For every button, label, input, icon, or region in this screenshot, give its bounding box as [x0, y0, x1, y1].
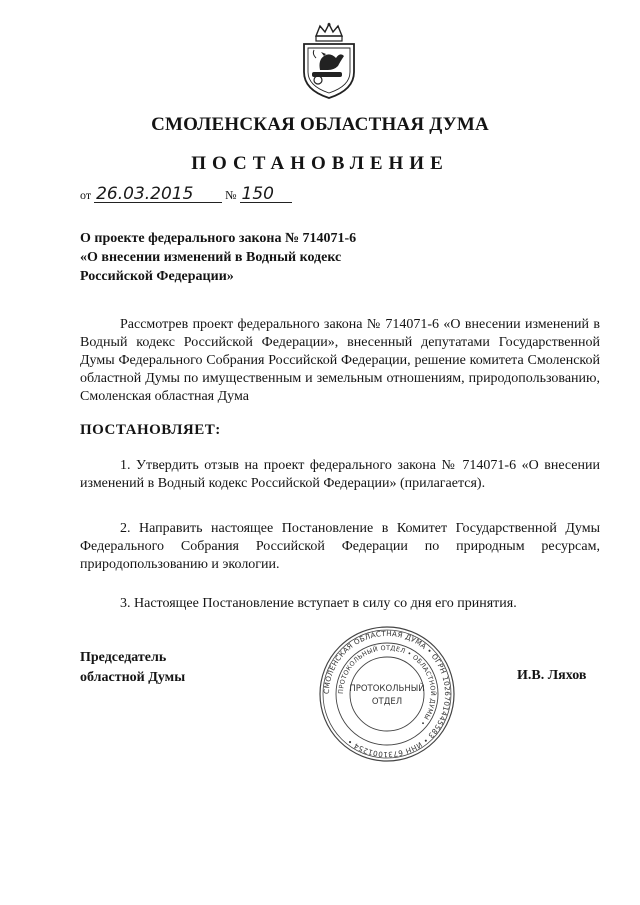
signatory-title-line: Председатель: [80, 650, 167, 665]
subject-line: «О внесении изменений в Водный кодекс: [80, 250, 342, 265]
resolution-item-1: 1. Утвердить отзыв на проект федерального закона № 714071-6 «О внесении изменений в Водный кодекс Российской Федерации» (прилагается).: [80, 458, 600, 491]
signatory-title-line: областной Думы: [80, 670, 186, 685]
subject-line: Российской Федерации»: [80, 269, 234, 284]
handwritten-number: 150: [240, 186, 292, 203]
decree-heading: ПОСТАНОВЛЯЕТ:: [80, 422, 221, 438]
seal-center-line-1: ПРОТОКОЛЬНЫЙ: [349, 684, 425, 694]
document-subject: [80, 229, 400, 286]
handwritten-date: 26.03.2015: [94, 186, 222, 203]
signatory-title: [80, 648, 185, 688]
date-prefix: от: [80, 188, 92, 202]
organization-name: СМОЛЕНСКАЯ ОБЛАСТНАЯ ДУМА: [151, 114, 489, 135]
official-seal-stamp: [318, 625, 456, 763]
resolution-item-3: 3. Настоящее Постановление вступает в силу со дня его принятия.: [120, 596, 517, 611]
subject-line: О проекте федерального закона № 714071-6: [80, 231, 357, 246]
seal-center-line-2: ОТДЕЛ: [371, 697, 403, 707]
signatory-name: И.В. Ляхов: [517, 668, 587, 683]
seal-middle-text: ПРОТОКОЛЬНЫЙ ОТДЕЛ • ОБЛАСТНОЙ ДУМЫ •: [336, 643, 438, 728]
coat-of-arms-icon: [294, 22, 364, 100]
resolution-item-2: 2. Направить настоящее Постановление в Комитет Государственной Думы Федерального Собрания Российской Федерации по природным ресурсам, природопользованию и экологии.: [80, 521, 600, 572]
number-prefix: №: [225, 188, 237, 202]
document-type-title: ПОСТАНОВЛЕНИЕ: [191, 153, 449, 174]
seal-outer-text: СМОЛЕНСКАЯ ОБЛАСТНАЯ ДУМА • ОГРН 1026701445583 • ИНН 6731001254 •: [321, 628, 453, 760]
date-number-line: [80, 186, 292, 203]
preamble-paragraph: Рассмотрев проект федерального закона № 714071-6 «О внесении изменений в Водный кодекс Российской Федерации», внесенный депутатами Государственной Думы Федерального Собрания Российской Федерации, решение комитета Смоленской областной Думы по имущественным и земельным отношениям, природопользованию, Смоленская областная Дума: [80, 317, 600, 404]
